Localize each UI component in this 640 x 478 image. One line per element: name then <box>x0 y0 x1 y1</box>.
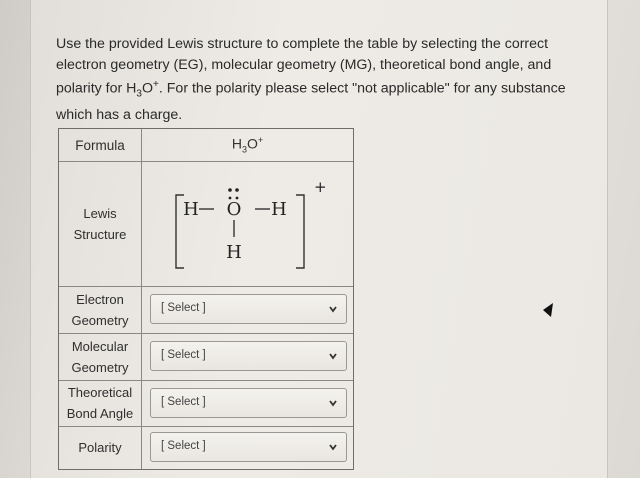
prompt-line: which has a charge. <box>56 107 183 124</box>
bond-angle-row <box>59 380 353 427</box>
answer-table <box>58 128 354 470</box>
lewis-structure <box>142 161 353 286</box>
select-text: [ Select ] <box>161 396 206 408</box>
electron-geometry-label: Electron Geometry <box>59 286 142 333</box>
chevron-down-icon <box>328 304 338 314</box>
molecular-geometry-label: Molecular Geometry <box>59 333 142 380</box>
formula-label: Formula <box>59 129 142 161</box>
electron-geometry-row <box>59 286 353 334</box>
lone-pair-dot <box>235 188 239 192</box>
atom-o: O <box>226 199 242 220</box>
polarity-select[interactable] <box>150 432 347 462</box>
prompt-line: Use the provided Lewis structure to complete the table by selecting the correct <box>56 36 549 52</box>
right-bracket <box>296 195 304 268</box>
bond-angle-cell <box>142 380 353 426</box>
atom-h-right: H <box>271 199 287 220</box>
polarity-cell <box>142 426 353 469</box>
molecular-geometry-select[interactable] <box>150 341 347 371</box>
atom-h-bottom: H <box>226 242 242 263</box>
chevron-down-icon <box>328 351 338 361</box>
select-text: [ Select ] <box>161 440 206 452</box>
lewis-label: Lewis Structure <box>59 161 142 286</box>
select-text: [ Select ] <box>161 302 206 314</box>
electron-geometry-cell <box>142 286 353 333</box>
molecular-geometry-row <box>59 333 353 381</box>
formula-row <box>59 129 353 162</box>
electron-geometry-select[interactable] <box>150 294 347 324</box>
polarity-row <box>59 426 353 469</box>
formula-cell <box>142 129 353 161</box>
select-text: [ Select ] <box>161 349 206 361</box>
charge-sign: + <box>314 178 327 196</box>
chevron-down-icon <box>328 398 338 408</box>
lewis-structure-diagram <box>142 161 353 285</box>
mouse-pointer-icon <box>541 301 555 319</box>
lewis-row <box>59 161 353 287</box>
chevron-down-icon <box>328 442 338 452</box>
formula-value: $H_3O^+$ <box>231 135 264 155</box>
bond-angle-select[interactable] <box>150 388 347 418</box>
atom-h-left: H <box>183 199 199 220</box>
question-prompt <box>56 34 581 126</box>
prompt-line: electron geometry (EG), molecular geometry (MG), theoretical bond angle, and <box>56 56 552 73</box>
polarity-label: Polarity <box>59 426 142 469</box>
molecular-geometry-cell <box>142 333 353 380</box>
prompt-line: polarity for $H_3O^+$. For the polarity please select "not applicable" for any substance <box>56 79 566 100</box>
bond-angle-label: Theoretical Bond Angle <box>59 380 142 426</box>
lone-pair-dot <box>228 188 232 192</box>
